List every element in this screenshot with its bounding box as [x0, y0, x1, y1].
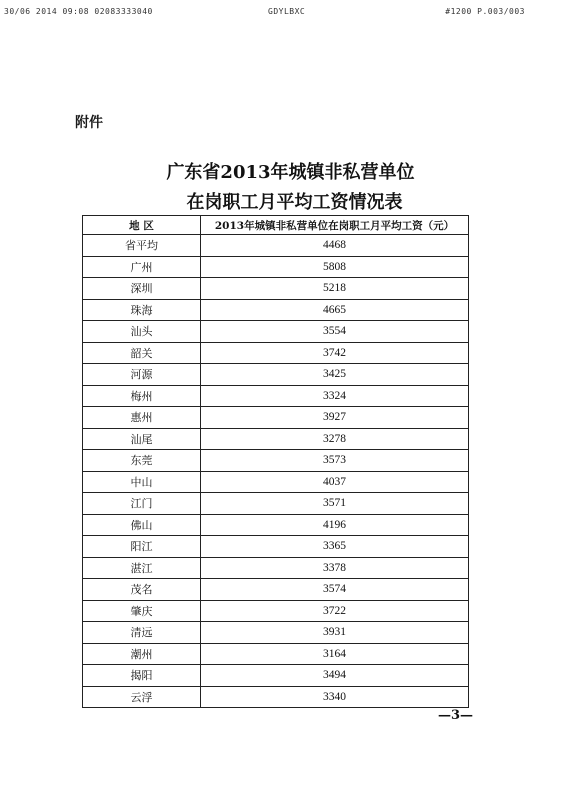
wage-cell: 3324 [201, 385, 469, 407]
table-row [83, 235, 469, 257]
region-cell: 揭阳 [83, 665, 201, 687]
table-row [83, 579, 469, 601]
table-row [83, 342, 469, 364]
region-cell: 广州 [83, 256, 201, 278]
wage-cell: 3164 [201, 643, 469, 665]
region-cell: 佛山 [83, 514, 201, 536]
wage-cell: 3574 [201, 579, 469, 601]
wage-cell: 3742 [201, 342, 469, 364]
region-cell: 东莞 [83, 450, 201, 472]
fax-header-right: #1200 P.003/003 [445, 7, 525, 16]
region-cell: 潮州 [83, 643, 201, 665]
document-title-line-2: 在岗职工月平均工资情况表 [186, 192, 403, 213]
table-row [83, 622, 469, 644]
header-region: 地 区 [83, 216, 201, 235]
wage-cell: 3931 [201, 622, 469, 644]
table-row [83, 364, 469, 386]
wage-cell: 5808 [201, 256, 469, 278]
region-cell: 清远 [83, 622, 201, 644]
region-cell: 汕尾 [83, 428, 201, 450]
region-cell: 梅州 [83, 385, 201, 407]
table-row [83, 407, 469, 429]
region-cell: 省平均 [83, 235, 201, 257]
region-cell: 湛江 [83, 557, 201, 579]
wage-cell: 5218 [201, 278, 469, 300]
table-row [83, 536, 469, 558]
wage-cell: 3378 [201, 557, 469, 579]
fax-header-center: GDYLBXC [268, 7, 306, 16]
wage-cell: 4665 [201, 299, 469, 321]
table-row [83, 428, 469, 450]
fax-header-left: 30/06 2014 09:08 02083333040 [4, 7, 153, 16]
wage-cell: 3425 [201, 364, 469, 386]
wage-cell: 4196 [201, 514, 469, 536]
region-cell: 阳江 [83, 536, 201, 558]
region-cell: 肇庆 [83, 600, 201, 622]
wage-cell: 3365 [201, 536, 469, 558]
table-row [83, 643, 469, 665]
page-number: —3— [438, 708, 474, 723]
region-cell: 惠州 [83, 407, 201, 429]
wage-cell: 3722 [201, 600, 469, 622]
wage-cell: 3571 [201, 493, 469, 515]
table-row [83, 278, 469, 300]
region-cell: 韶关 [83, 342, 201, 364]
table-row [83, 600, 469, 622]
wage-cell: 3278 [201, 428, 469, 450]
table-header-row [83, 216, 469, 235]
wage-cell: 3494 [201, 665, 469, 687]
table-row [83, 493, 469, 515]
region-cell: 珠海 [83, 299, 201, 321]
wage-cell: 3554 [201, 321, 469, 343]
wage-table [82, 215, 469, 708]
table-row [83, 450, 469, 472]
region-cell: 汕头 [83, 321, 201, 343]
region-cell: 云浮 [83, 686, 201, 708]
header-average-wage: 2013年城镇非私营单位在岗职工月平均工资（元） [201, 216, 469, 235]
table-row [83, 471, 469, 493]
region-cell: 河源 [83, 364, 201, 386]
wage-cell: 3927 [201, 407, 469, 429]
table-row [83, 557, 469, 579]
table-row [83, 256, 469, 278]
table-row [83, 514, 469, 536]
attachment-label: 附件 [75, 115, 103, 131]
region-cell: 中山 [83, 471, 201, 493]
wage-cell: 4468 [201, 235, 469, 257]
region-cell: 茂名 [83, 579, 201, 601]
table-row [83, 299, 469, 321]
table-row [83, 385, 469, 407]
document-title-line-1: 广东省2013年城镇非私营单位 [166, 162, 415, 183]
table-row [83, 665, 469, 687]
region-cell: 江门 [83, 493, 201, 515]
table-row [83, 321, 469, 343]
fax-header [0, 7, 565, 21]
table-body [83, 235, 469, 708]
wage-cell: 4037 [201, 471, 469, 493]
wage-cell: 3340 [201, 686, 469, 708]
region-cell: 深圳 [83, 278, 201, 300]
wage-cell: 3573 [201, 450, 469, 472]
table-row [83, 686, 469, 708]
